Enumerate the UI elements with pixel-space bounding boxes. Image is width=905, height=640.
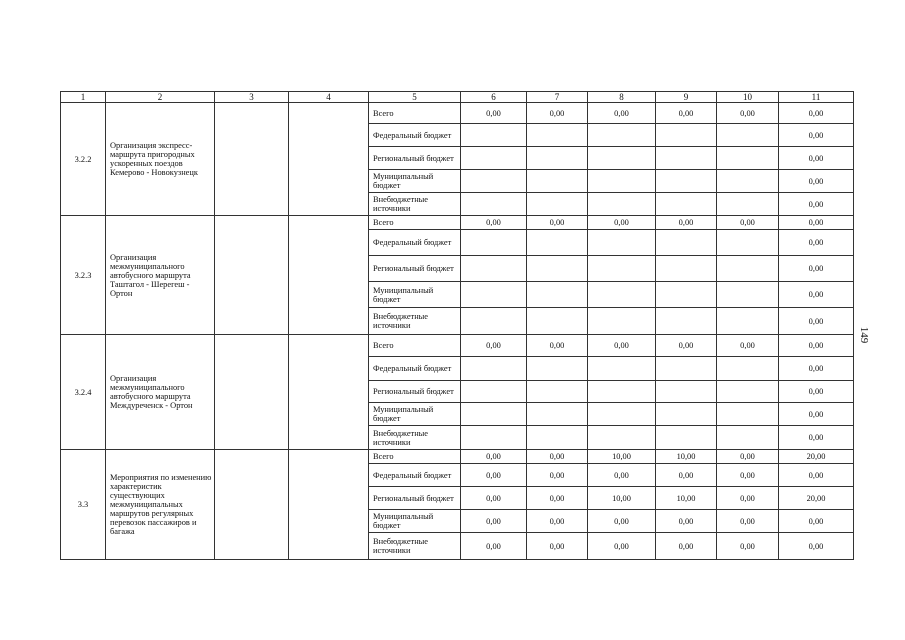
funding-source: Федеральный бюджет (369, 124, 461, 147)
funding-source: Муниципальный бюджет (369, 510, 461, 533)
value-cell: 0,00 (779, 170, 854, 193)
value-cell (588, 230, 656, 256)
value-cell (588, 124, 656, 147)
value-cell: 0,00 (461, 533, 527, 560)
funding-source: Муниципальный бюджет (369, 403, 461, 426)
value-cell (656, 193, 717, 216)
value-cell (717, 308, 779, 335)
value-cell (717, 230, 779, 256)
value-cell (656, 124, 717, 147)
value-cell (527, 124, 588, 147)
empty-cell (215, 450, 289, 560)
column-number: 9 (656, 92, 717, 103)
empty-cell (215, 216, 289, 335)
empty-cell (289, 103, 369, 216)
value-cell: 0,00 (527, 533, 588, 560)
column-number: 4 (289, 92, 369, 103)
value-cell (527, 170, 588, 193)
value-cell: 0,00 (461, 216, 527, 230)
value-cell (717, 426, 779, 450)
value-cell (527, 147, 588, 170)
value-cell: 0,00 (656, 216, 717, 230)
value-cell: 0,00 (527, 335, 588, 357)
value-cell (588, 170, 656, 193)
column-number: 10 (717, 92, 779, 103)
item-name: Мероприятия по изменению характеристик существующих межмуниципальных маршрутов регулярных перевозок пассажиров и багажа (106, 450, 215, 560)
value-cell (656, 230, 717, 256)
value-cell: 0,00 (717, 464, 779, 487)
value-cell (461, 256, 527, 282)
value-cell (717, 381, 779, 403)
value-cell (717, 147, 779, 170)
value-cell (656, 308, 717, 335)
value-cell: 0,00 (717, 216, 779, 230)
value-cell: 0,00 (588, 335, 656, 357)
funding-source: Муниципальный бюджет (369, 282, 461, 308)
value-cell: 0,00 (717, 510, 779, 533)
value-cell: 0,00 (461, 510, 527, 533)
value-cell: 0,00 (779, 357, 854, 381)
value-cell: 0,00 (588, 464, 656, 487)
column-number: 7 (527, 92, 588, 103)
value-cell: 20,00 (779, 450, 854, 464)
column-number: 3 (215, 92, 289, 103)
funding-source: Региональный бюджет (369, 487, 461, 510)
value-cell (461, 170, 527, 193)
value-cell (656, 357, 717, 381)
funding-source: Федеральный бюджет (369, 230, 461, 256)
value-cell (588, 282, 656, 308)
value-cell: 0,00 (779, 335, 854, 357)
value-cell (527, 230, 588, 256)
value-cell (717, 282, 779, 308)
value-cell: 0,00 (461, 335, 527, 357)
value-cell: 0,00 (779, 426, 854, 450)
value-cell: 0,00 (527, 216, 588, 230)
funding-source: Внебюджетные источники (369, 193, 461, 216)
value-cell (461, 193, 527, 216)
item-name: Организация экспресс-маршрута пригородных ускоренных поездов Кемерово - Новокузнецк (106, 103, 215, 216)
value-cell (717, 357, 779, 381)
budget-table (60, 91, 854, 560)
value-cell: 0,00 (779, 510, 854, 533)
value-cell: 0,00 (656, 533, 717, 560)
item-number: 3.2.3 (61, 216, 106, 335)
value-cell (717, 124, 779, 147)
empty-cell (289, 450, 369, 560)
value-cell (717, 403, 779, 426)
value-cell: 0,00 (779, 256, 854, 282)
empty-cell (289, 335, 369, 450)
funding-source: Федеральный бюджет (369, 464, 461, 487)
column-number: 2 (106, 92, 215, 103)
empty-cell (289, 216, 369, 335)
value-cell: 0,00 (779, 103, 854, 124)
value-cell (461, 230, 527, 256)
column-number: 8 (588, 92, 656, 103)
value-cell (588, 403, 656, 426)
funding-source: Всего (369, 103, 461, 124)
item-name: Организация межмуниципального автобусного маршрута Таштагол - Шерегеш - Ортон (106, 216, 215, 335)
value-cell: 10,00 (656, 450, 717, 464)
column-number: 11 (779, 92, 854, 103)
value-cell: 0,00 (527, 487, 588, 510)
value-cell (717, 193, 779, 216)
value-cell (527, 403, 588, 426)
value-cell (588, 308, 656, 335)
value-cell: 0,00 (779, 403, 854, 426)
value-cell (461, 381, 527, 403)
value-cell: 0,00 (779, 282, 854, 308)
page-number: 149 (858, 326, 870, 344)
value-cell (527, 256, 588, 282)
value-cell (717, 256, 779, 282)
value-cell: 0,00 (527, 103, 588, 124)
value-cell: 0,00 (656, 335, 717, 357)
value-cell (656, 282, 717, 308)
value-cell (717, 170, 779, 193)
table-row (61, 335, 854, 357)
value-cell: 0,00 (779, 147, 854, 170)
value-cell: 0,00 (588, 103, 656, 124)
table-row (61, 450, 854, 464)
funding-source: Внебюджетные источники (369, 533, 461, 560)
item-number: 3.3 (61, 450, 106, 560)
value-cell: 20,00 (779, 487, 854, 510)
column-number-row (61, 92, 854, 103)
value-cell (588, 426, 656, 450)
column-number: 5 (369, 92, 461, 103)
funding-source: Федеральный бюджет (369, 357, 461, 381)
value-cell: 0,00 (717, 335, 779, 357)
value-cell (461, 308, 527, 335)
value-cell (461, 403, 527, 426)
value-cell (527, 357, 588, 381)
value-cell (527, 308, 588, 335)
value-cell (656, 256, 717, 282)
item-number: 3.2.4 (61, 335, 106, 450)
value-cell: 10,00 (656, 487, 717, 510)
table-row (61, 103, 854, 124)
value-cell (461, 426, 527, 450)
value-cell (588, 256, 656, 282)
value-cell: 0,00 (656, 464, 717, 487)
funding-source: Всего (369, 216, 461, 230)
value-cell: 0,00 (717, 103, 779, 124)
value-cell: 0,00 (779, 124, 854, 147)
table-row (61, 216, 854, 230)
column-number: 6 (461, 92, 527, 103)
value-cell (656, 426, 717, 450)
value-cell: 0,00 (461, 450, 527, 464)
empty-cell (215, 335, 289, 450)
value-cell: 0,00 (779, 308, 854, 335)
value-cell (461, 357, 527, 381)
value-cell (656, 381, 717, 403)
funding-source: Региональный бюджет (369, 381, 461, 403)
funding-source: Всего (369, 450, 461, 464)
value-cell: 0,00 (656, 510, 717, 533)
value-cell: 0,00 (779, 230, 854, 256)
funding-source: Всего (369, 335, 461, 357)
funding-source: Региональный бюджет (369, 147, 461, 170)
value-cell: 10,00 (588, 487, 656, 510)
value-cell: 0,00 (717, 487, 779, 510)
value-cell (656, 403, 717, 426)
value-cell: 0,00 (779, 533, 854, 560)
value-cell (588, 193, 656, 216)
value-cell (461, 147, 527, 170)
value-cell: 0,00 (461, 487, 527, 510)
value-cell: 0,00 (461, 464, 527, 487)
funding-source: Муниципальный бюджет (369, 170, 461, 193)
value-cell (461, 282, 527, 308)
empty-cell (215, 103, 289, 216)
value-cell: 10,00 (588, 450, 656, 464)
funding-source: Внебюджетные источники (369, 308, 461, 335)
value-cell: 0,00 (779, 193, 854, 216)
value-cell: 0,00 (656, 103, 717, 124)
value-cell: 0,00 (527, 450, 588, 464)
value-cell (527, 426, 588, 450)
value-cell (588, 381, 656, 403)
value-cell: 0,00 (461, 103, 527, 124)
value-cell: 0,00 (779, 464, 854, 487)
value-cell (588, 147, 656, 170)
value-cell: 0,00 (717, 533, 779, 560)
value-cell: 0,00 (527, 510, 588, 533)
value-cell (527, 381, 588, 403)
value-cell (527, 193, 588, 216)
value-cell: 0,00 (717, 450, 779, 464)
column-number: 1 (61, 92, 106, 103)
value-cell: 0,00 (588, 533, 656, 560)
item-number: 3.2.2 (61, 103, 106, 216)
value-cell: 0,00 (588, 510, 656, 533)
value-cell: 0,00 (779, 216, 854, 230)
value-cell: 0,00 (588, 216, 656, 230)
value-cell (461, 124, 527, 147)
value-cell (588, 357, 656, 381)
funding-source: Внебюджетные источники (369, 426, 461, 450)
value-cell (527, 282, 588, 308)
funding-source: Региональный бюджет (369, 256, 461, 282)
value-cell (656, 170, 717, 193)
value-cell: 0,00 (779, 381, 854, 403)
value-cell (656, 147, 717, 170)
value-cell: 0,00 (527, 464, 588, 487)
item-name: Организация межмуниципального автобусного маршрута Междуреченск - Ортон (106, 335, 215, 450)
